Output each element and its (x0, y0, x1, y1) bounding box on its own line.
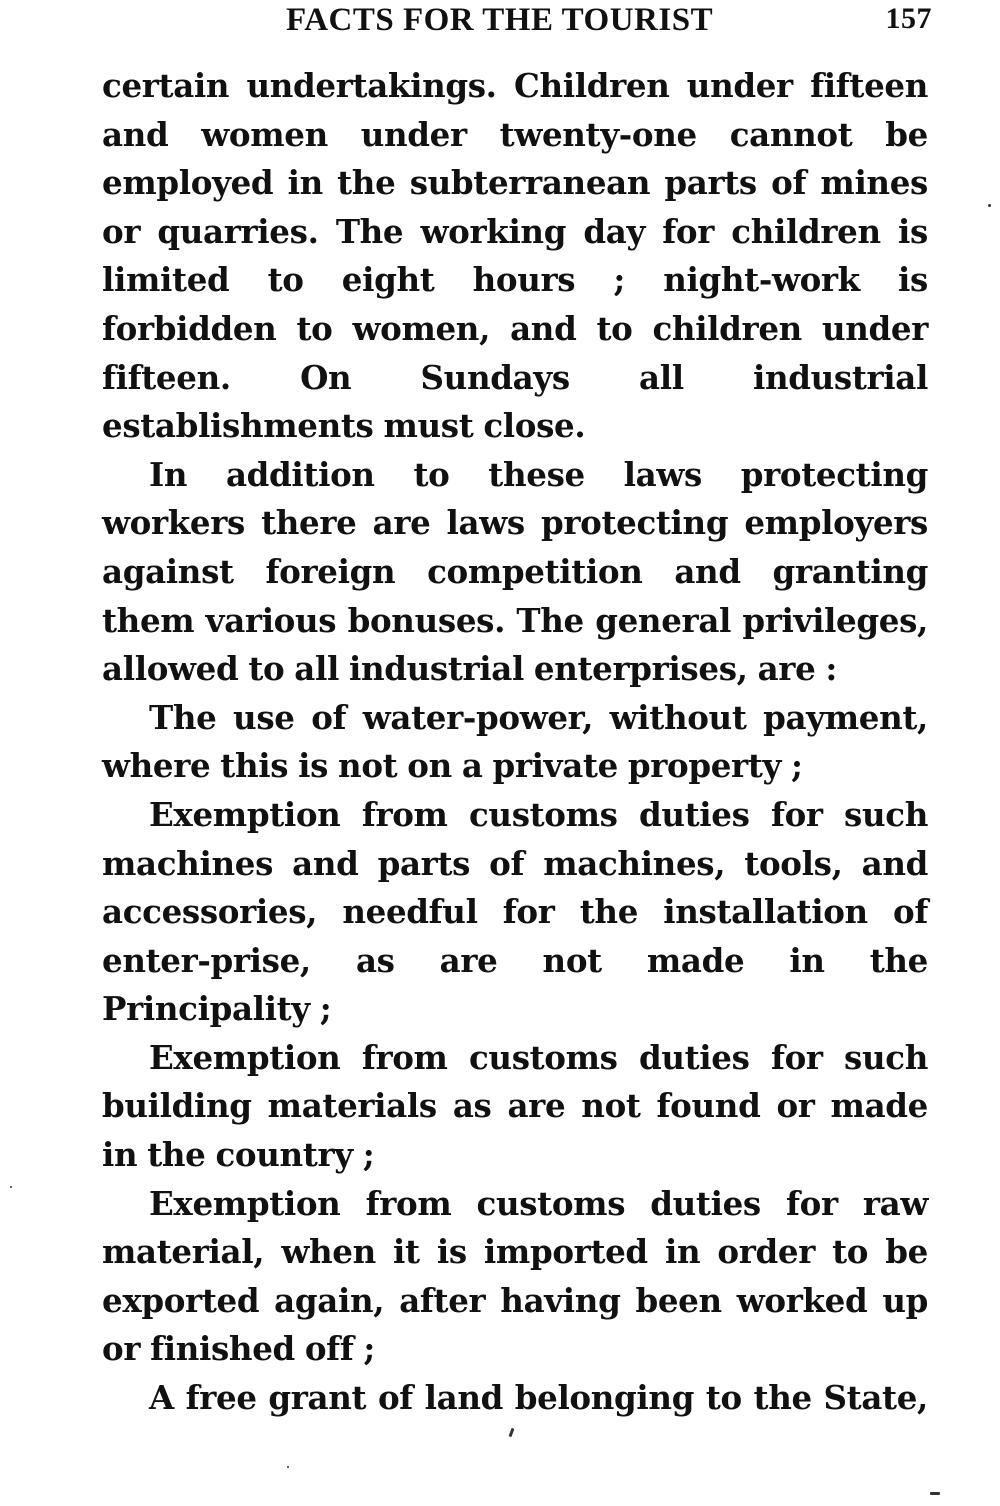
privilege-item: Exemption from customs duties for such building materials as are not found or made in the country ; (102, 1037, 928, 1175)
scan-speck (988, 204, 991, 207)
paragraph-continued: certain undertakings. Children under fifteen and women under twenty-one cannot be employed in the subterranean parts of mines or quarries. The working day for children is limited to eight hours ; night-work is forbidden to women, and to children under fifteen. On Sundays all industrial establishments must close. (102, 66, 928, 446)
privilege-item: Exemption from customs duties for such machines and parts of machines, tools, and accessories, needful for the installation of enter-prise, as are not made in the Principality ; (102, 794, 928, 1029)
privilege-item: Exemption from customs duties for raw material, when it is imported in order to be exported again, after having been worked up or finished off ; (102, 1183, 928, 1369)
scan-speck (287, 1466, 289, 1468)
paragraph: In addition to these laws protecting workers there are laws protecting employers against foreign competition and granting them various bonuses. The general privileges, allowed to all industrial enterprises, are : (102, 454, 928, 689)
running-title: FACTS FOR THE TOURIST (286, 2, 714, 38)
page-number: 157 (885, 2, 932, 35)
body-text (102, 62, 928, 1423)
scan-speck (10, 1186, 12, 1188)
privilege-item: A free grant of land belonging to the State, (149, 1378, 928, 1418)
scan-speck (930, 1492, 940, 1495)
privilege-item: The use of water-power, without payment, where this is not on a private property ; (102, 697, 928, 786)
scan-speck (509, 1428, 515, 1437)
running-head (100, 2, 932, 46)
